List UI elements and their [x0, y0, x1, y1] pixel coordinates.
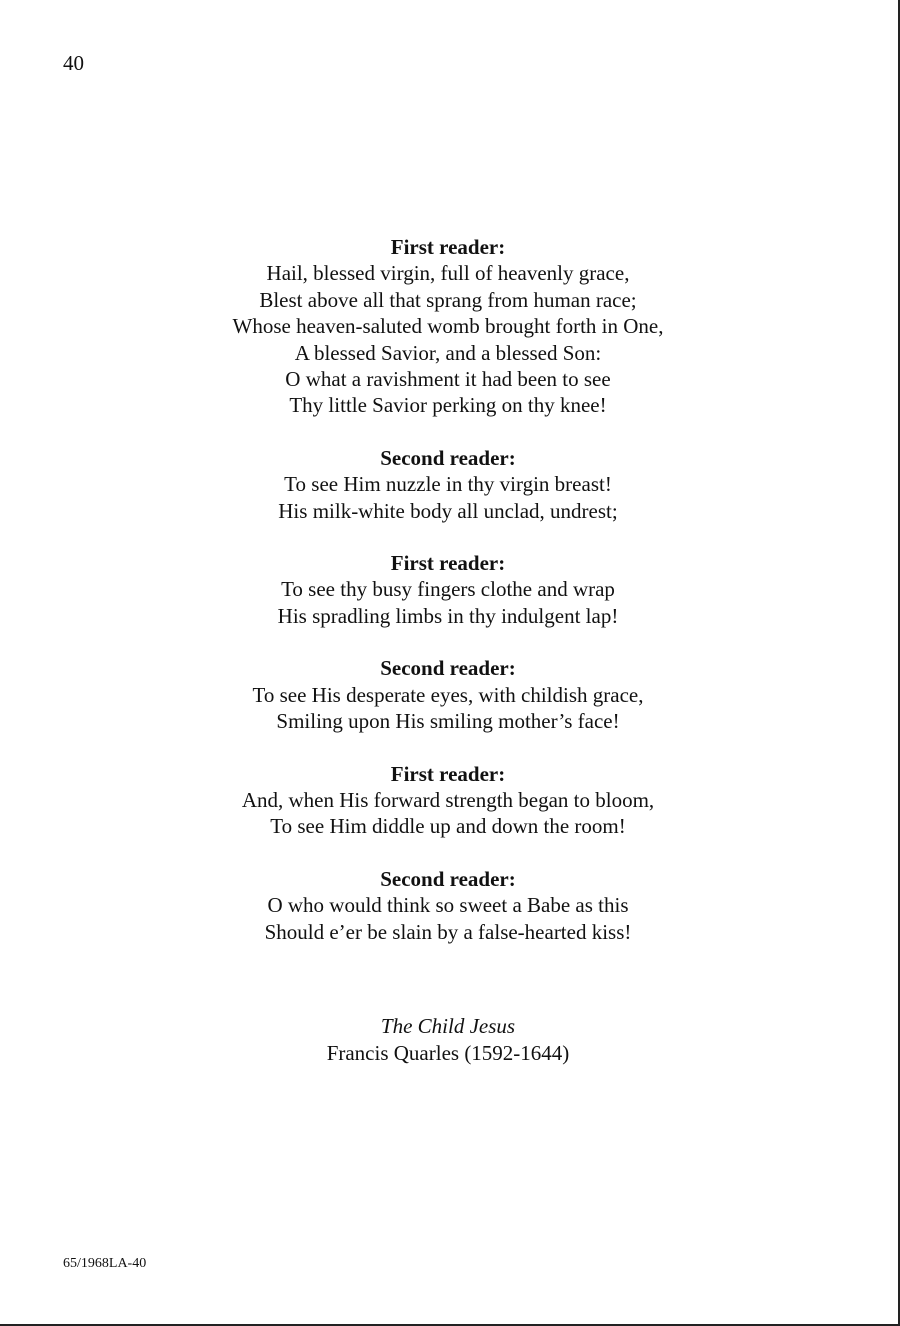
poem-line: To see Him nuzzle in thy virgin breast!: [284, 472, 612, 497]
poem-line: To see Him diddle up and down the room!: [270, 814, 626, 839]
stanza: [0, 234, 896, 419]
poem-line: His milk-white body all unclad, undrest;: [278, 498, 618, 523]
speaker-label: First reader:: [390, 551, 506, 576]
poem-line: Should e’er be slain by a false-hearted kiss!: [264, 919, 632, 944]
poem-line: To see thy busy fingers clothe and wrap: [281, 577, 615, 602]
footer-code: 65/1968LA-40: [63, 1256, 147, 1271]
speaker-label: Second reader:: [380, 656, 516, 681]
poem: [0, 234, 896, 971]
poem-line: O what a ravishment it had been to see: [285, 367, 611, 392]
speaker-label: Second reader:: [380, 445, 516, 470]
poem-line: Whose heaven-saluted womb brought forth in One,: [232, 314, 664, 339]
poem-line: O who would think so sweet a Babe as this: [267, 893, 629, 918]
stanza: [0, 445, 896, 524]
stanza: [0, 550, 896, 629]
speaker-label: Second reader:: [380, 866, 516, 891]
poem-line: And, when His forward strength began to bloom,: [241, 787, 655, 812]
poem-author: Francis Quarles (1592-1644): [326, 1041, 570, 1065]
poem-title: The Child Jesus: [380, 1014, 516, 1038]
speaker-label: First reader:: [390, 761, 506, 786]
poem-line: A blessed Savior, and a blessed Son:: [294, 340, 602, 365]
poem-line: Hail, blessed virgin, full of heavenly grace,: [266, 261, 630, 286]
poem-line: His spradling limbs in thy indulgent lap!: [277, 603, 619, 628]
speaker-label: First reader:: [390, 235, 506, 259]
poem-line: Blest above all that sprang from human race;: [259, 287, 637, 312]
stanza: [0, 761, 896, 840]
stanza: [0, 866, 896, 945]
attribution: [0, 1013, 896, 1067]
page-number: 40: [63, 51, 84, 75]
poem-line: Thy little Savior perking on thy knee!: [289, 393, 607, 418]
poem-line: To see His desperate eyes, with childish grace,: [252, 682, 644, 707]
poem-line: Smiling upon His smiling mother’s face!: [276, 709, 620, 734]
stanza: [0, 655, 896, 734]
